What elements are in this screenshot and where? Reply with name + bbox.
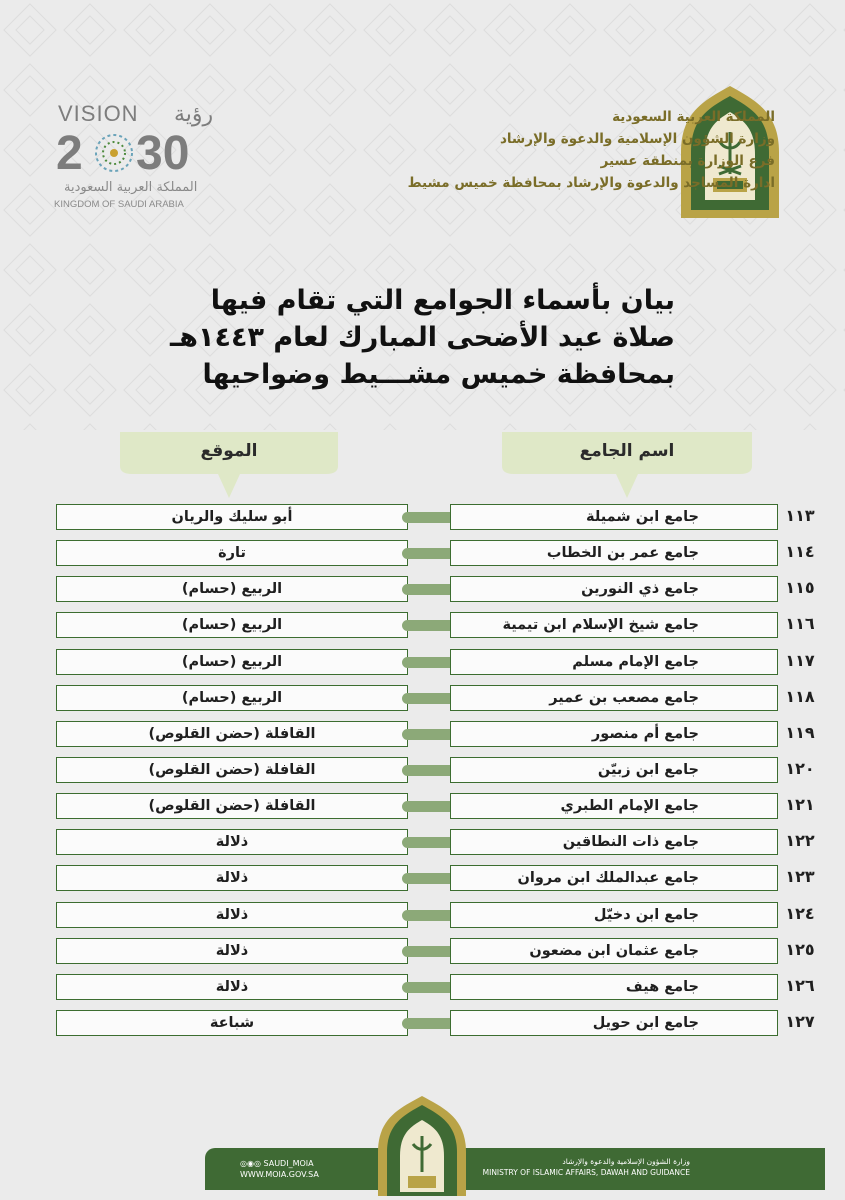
footer-ministry-emblem [370,1092,475,1197]
header-ministry-text [408,106,775,194]
location-cell: القافلة (حضن القلوص) [56,793,408,819]
table-row [0,1010,845,1038]
header-branch: فرع الوزارة بمنطقة عسير [600,153,775,169]
table-row [0,793,845,821]
row-connector [408,623,450,628]
location-cell: ذلالة [56,829,408,855]
mosque-name-cell: جامع عبدالملك ابن مروان [450,865,778,891]
table-row [0,540,845,568]
footer-ministry-name [483,1156,690,1178]
mosque-name-cell: جامع عمر بن الخطاب [450,540,778,566]
row-number: ١١٥ [785,578,815,597]
row-connector [408,515,450,520]
mosque-name-cell: جامع مصعب بن عمير [450,685,778,711]
footer-ministry-en: MINISTRY OF ISLAMIC AFFAIRS, DAWAH AND GUIDANCE [482,1168,690,1177]
location-cell: القافلة (حضن القلوص) [56,757,408,783]
row-number: ١٢٦ [785,976,815,995]
table-row [0,612,845,640]
row-connector [408,804,450,809]
vision-arabic-word: رؤية [174,102,214,127]
footer-website[interactable]: WWW.MOIA.GOV.SA [240,1170,319,1179]
title-line-3: بمحافظة خميس مشـــيط وضواحيها [202,359,675,390]
row-number: ١١٣ [785,506,815,525]
title-line-1: بيان بأسماء الجوامع التي تقام فيها [210,285,675,316]
column-header-location-label: الموقع [200,441,258,461]
location-cell: الربيع (حسام) [56,649,408,675]
row-number: ١٢٢ [785,831,815,850]
location-cell: ذلالة [56,902,408,928]
row-number: ١٢٣ [785,867,815,886]
row-connector [408,660,450,665]
vision-word: VISION [58,101,139,126]
row-number: ١١٩ [785,723,815,742]
table-row [0,974,845,1002]
table-row [0,829,845,857]
mosque-name-cell: جامع شيخ الإسلام ابن تيمية [450,612,778,638]
title-line-2: صلاة عيد الأضحى المبارك لعام ١٤٤٣هـ [170,322,675,353]
row-connector [408,1021,450,1026]
row-connector [408,587,450,592]
location-cell: القافلة (حضن القلوص) [56,721,408,747]
mosque-name-cell: جامع ذات النطاقين [450,829,778,855]
mosque-name-cell: جامع ابن دخيّل [450,902,778,928]
header-ministry: وزارة الشؤون الإسلامية والدعوة والإرشاد [499,131,775,147]
vision-year-right: 30 [136,127,190,180]
row-connector [408,768,450,773]
row-number: ١١٤ [785,542,815,561]
location-cell: الربيع (حسام) [56,685,408,711]
location-cell: ذلالة [56,938,408,964]
table-row [0,504,845,532]
location-cell: الربيع (حسام) [56,576,408,602]
header-department: ادارة المساجد والدعوة والإرشاد بمحافظة خميس مشيط [407,175,775,191]
row-connector [408,840,450,845]
mosque-name-cell: جامع أم منصور [450,721,778,747]
row-connector [408,732,450,737]
row-number: ١١٦ [785,614,815,633]
table-row [0,938,845,966]
row-number: ١٢٧ [785,1012,815,1031]
row-number: ١١٧ [785,651,815,670]
mosque-name-cell: جامع عثمان ابن مضعون [450,938,778,964]
row-number: ١٢٠ [785,759,815,778]
row-connector [408,696,450,701]
table-row [0,865,845,893]
row-connector [408,913,450,918]
column-header-location [120,432,338,476]
vision-year-left: 2 [56,127,83,180]
vision-english-country: KINGDOM OF SAUDI ARABIA [54,199,184,210]
vision-2030-logo [48,95,238,215]
mosque-name-cell: جامع ذي النورين [450,576,778,602]
row-number: ١١٨ [785,687,815,706]
social-icons: ◎◉◎ [240,1159,261,1168]
table-row [0,649,845,677]
location-cell: شباعة [56,1010,408,1036]
mosque-name-cell: جامع هيف [450,974,778,1000]
row-number: ١٢٥ [785,940,815,959]
location-cell: أبو سليك والريان [56,504,408,530]
vision-arabic-country: المملكة العربية السعودية [64,180,198,195]
mosque-name-cell: جامع ابن شميلة [450,504,778,530]
row-connector [408,876,450,881]
column-header-mosque [502,432,752,476]
row-connector [408,985,450,990]
mosque-name-cell: جامع ابن زبيّن [450,757,778,783]
location-cell: تارة [56,540,408,566]
row-number: ١٢١ [785,795,815,814]
mosque-name-cell: جامع الإمام الطبري [450,793,778,819]
table-row [0,757,845,785]
page-title [170,282,675,393]
location-cell: ذلالة [56,865,408,891]
table-row [0,576,845,604]
vision-star-icon [96,135,132,171]
table-row [0,685,845,713]
footer-social [240,1158,319,1180]
location-cell: ذلالة [56,974,408,1000]
row-connector [408,949,450,954]
mosque-name-cell: جامع الإمام مسلم [450,649,778,675]
location-cell: الربيع (حسام) [56,612,408,638]
column-header-mosque-label: اسم الجامع [579,441,675,461]
row-number: ١٢٤ [785,904,815,923]
header-kingdom: المملكة العربية السعودية [612,109,775,125]
row-connector [408,551,450,556]
footer-ministry-ar: وزارة الشؤون الإسلامية والدعوة والإرشاد [562,1157,690,1166]
mosque-name-cell: جامع ابن حويل [450,1010,778,1036]
table-row [0,902,845,930]
table-row [0,721,845,749]
footer-handle[interactable]: SAUDI_MOIA [263,1159,314,1168]
